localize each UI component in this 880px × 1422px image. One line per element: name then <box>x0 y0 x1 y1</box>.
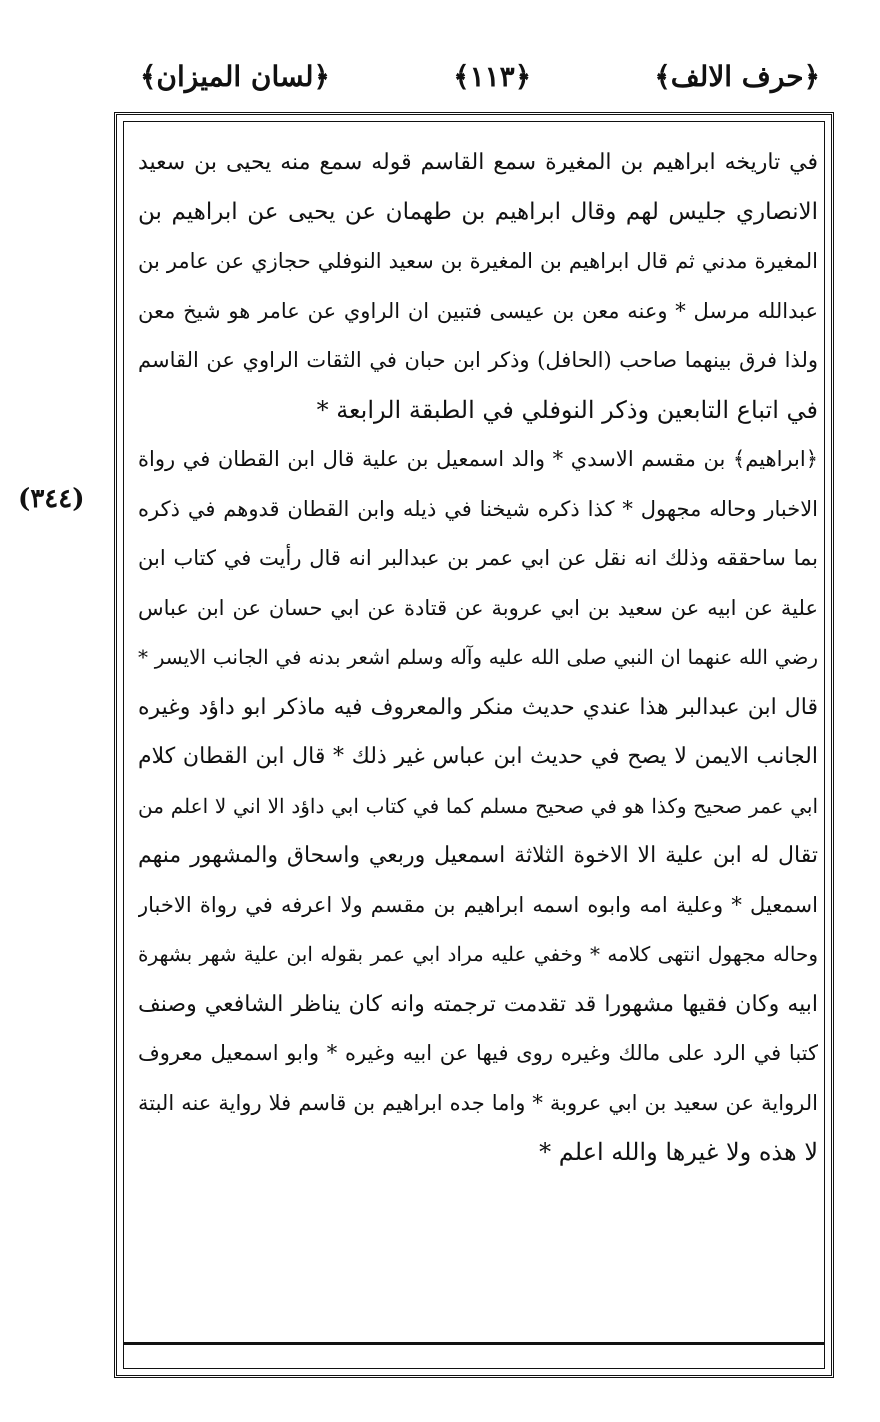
running-header <box>140 52 820 100</box>
bottom-rule <box>124 1342 824 1345</box>
entry-start-line: ﴿ابراهيم﴾ بن مقسم الاسدي * والد اسمعيل بن علية قال ابن القطان في رواة <box>138 447 818 471</box>
text-line: في اتباع التابعين وذكر النوفلي في الطبقة الرابعة * <box>316 395 818 424</box>
margin-entry-number: (٣٤٤) <box>18 484 85 514</box>
book-title: ﴿لسان الميزان﴾ <box>140 59 330 93</box>
text-line: في تاريخه ابراهيم بن المغيرة سمع القاسم قوله سمع منه يحيى بن سعيد <box>138 150 818 175</box>
body-text <box>138 138 818 1178</box>
text-line: المغيرة مدني ثم قال ابراهيم بن المغيرة بن سعيد النوفلي حجازي عن عامر بن <box>138 249 818 273</box>
text-line: عبدالله مرسل * وعنه معن بن عيسى فتبين ان الراوي عن عامر هو شيخ معن <box>138 298 818 323</box>
text-line: تقال له ابن علية الا الاخوة الثلاثة اسمعيل وربعي واسحاق والمشهور منهم <box>138 843 818 868</box>
chapter-title: ﴿حرف الالف﴾ <box>654 59 820 93</box>
text-line: وحاله مجهول انتهى كلامه * وخفي عليه مراد ابي عمر بقوله ابن علية شهر بشهرة <box>138 942 818 966</box>
text-line: ابي عمر صحيح وكذا هو في صحيح مسلم كما في كتاب ابي داؤد الا اني لا اعلم من <box>138 793 818 818</box>
text-line: اسمعيل * وعلية امه وابوه اسمه ابراهيم بن مقسم ولا اعرفه في رواة الاخبار <box>138 892 818 917</box>
text-line: ولذا فرق بينهما صاحب (الحافل) وذكر ابن حبان في الثقات الراوي عن القاسم <box>138 348 818 372</box>
page-number: ﴿١١٣﴾ <box>453 59 532 93</box>
text-line: الانصاري جليس لهم وقال ابراهيم بن طهمان عن يحيى عن ابراهيم بن <box>138 198 818 225</box>
text-line: علية عن ابيه عن سعيد بن ابي عروبة عن قتادة عن ابي حسان عن ابن عباس <box>138 595 818 620</box>
text-line: الجانب الايمن لا يصح في حديث ابن عباس غير ذلك * قال ابن القطان كلام <box>138 744 818 769</box>
text-line: لا هذه ولا غيرها والله اعلم * <box>539 1138 818 1166</box>
text-line: كتبا في الرد على مالك وغيره روى فيها عن ابيه وغيره * وابو اسمعيل معروف <box>138 1041 818 1065</box>
text-line: الرواية عن سعيد بن ابي عروبة * واما جده ابراهيم بن قاسم فلا رواية عنه البتة <box>138 1090 818 1115</box>
text-line: رضي الله عنهما ان النبي صلى الله عليه وآله وسلم اشعر بدنه في الجانب الايسر * <box>138 645 818 669</box>
text-line: بما ساحققه وذلك انه نقل عن ابي عمر بن عبدالبر انه قال رأيت في كتاب ابن <box>138 546 818 570</box>
text-line: قال ابن عبدالبر هذا عندي حديث منكر والمعروف فيه ماذكر ابو داؤد وغيره <box>138 694 818 720</box>
text-line: الاخبار وحاله مجهول * كذا ذكره شيخنا في ذيله وابن القطان قدوهم في ذكره <box>138 496 818 521</box>
text-line: ابيه وكان فقيها مشهورا قد تقدمت ترجمته وانه كان يناظر الشافعي وصنف <box>138 991 818 1017</box>
